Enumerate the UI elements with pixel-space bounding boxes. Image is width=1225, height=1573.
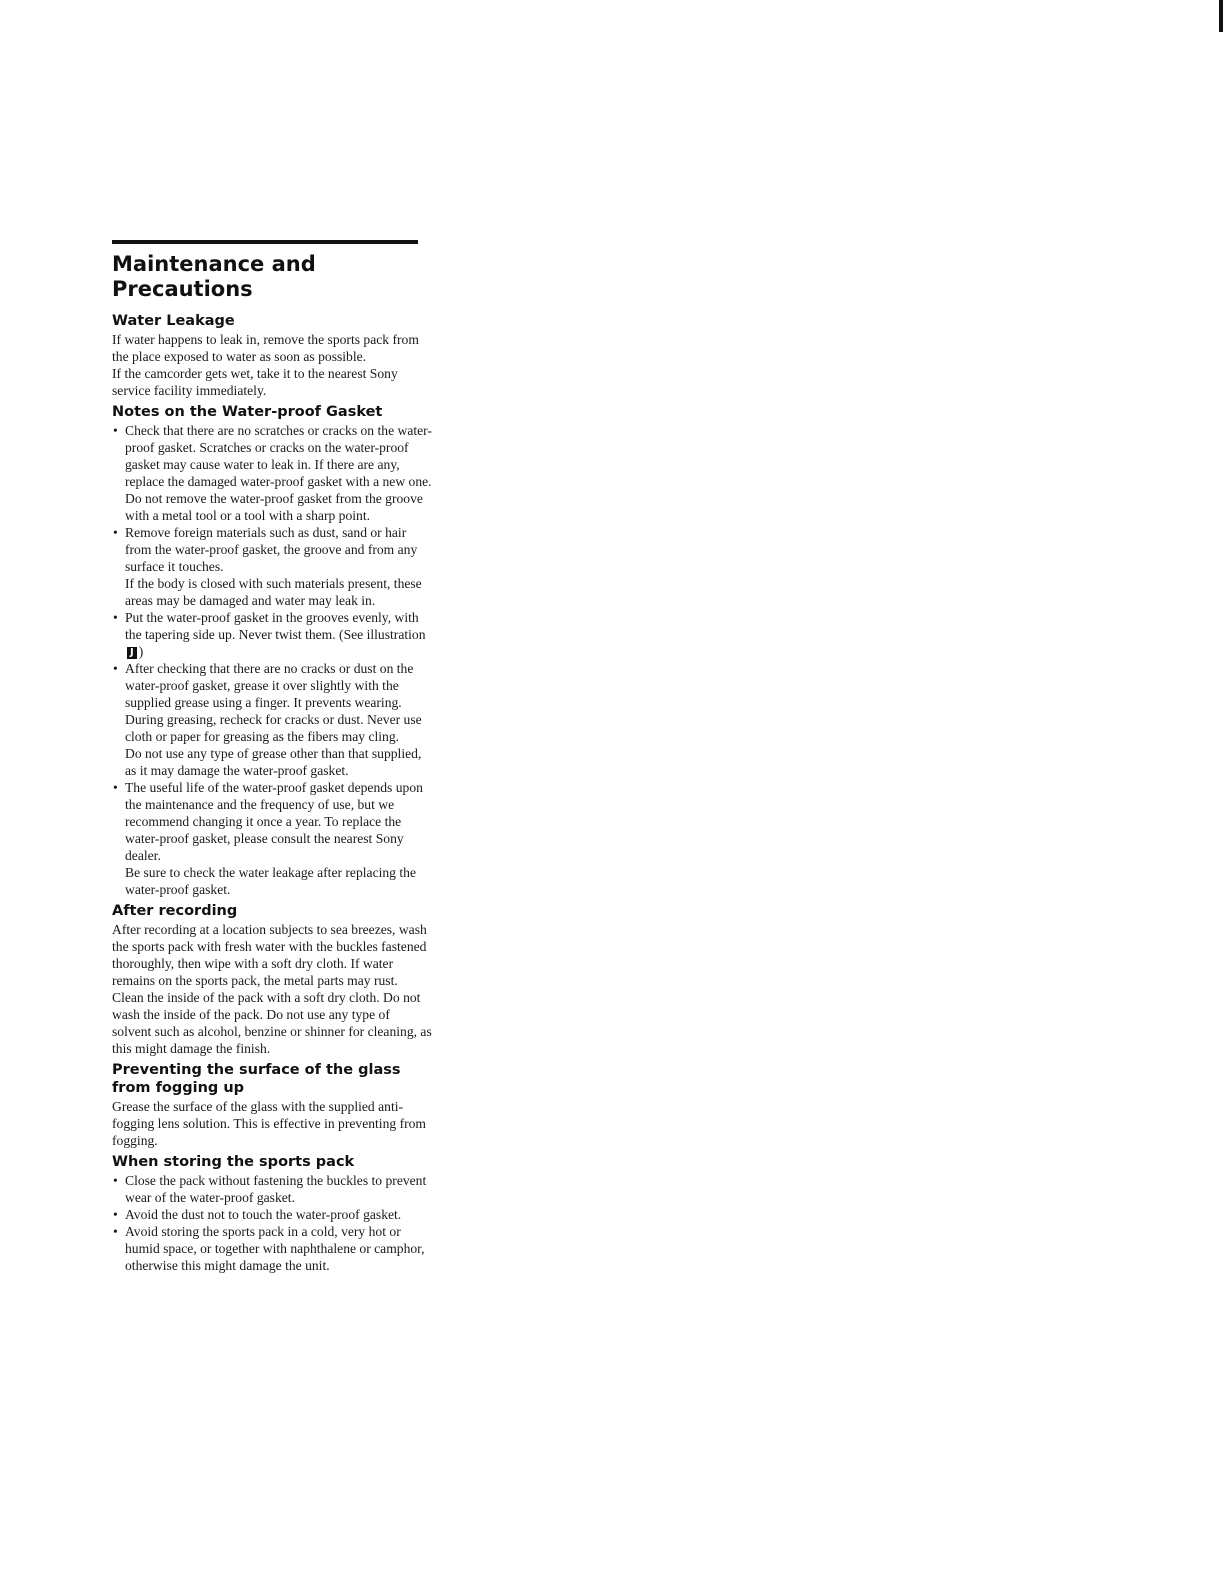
paragraph: • After checking that there are no cracks or dust on the water-proof gasket, grease it over slightly with the supplied grease using a finger. It prevents wearing. bbox=[125, 661, 414, 710]
section-fogging bbox=[112, 1061, 432, 1149]
paragraph: Clean the inside of the pack with a soft dry cloth. Do not wash the inside of the pack. Do not use any type of solvent such as alcohol, benzine or shinner for cleaning, as this might damage the finish. bbox=[112, 990, 432, 1056]
paragraph: • Check that there are no scratches or cracks on the water-proof gasket. Scratches or cracks on the water-proof gasket may cause water to leak in. If there are any, replace the damaged water-proof gasket with a new one. bbox=[125, 423, 432, 489]
paragraph: If the body is closed with such materials present, these areas may be damaged and water may leak in. bbox=[125, 576, 422, 608]
paragraph: During greasing, recheck for cracks or dust. Never use cloth or paper for greasing as the fibers may cling. bbox=[125, 712, 422, 744]
list-item bbox=[112, 1223, 432, 1274]
text-column bbox=[112, 240, 432, 1278]
paragraph: Do not remove the water-proof gasket from the groove with a metal tool or a tool with a sharp point. bbox=[125, 491, 423, 523]
paragraph: After recording at a location subjects to sea breezes, wash the sports pack with fresh water with the buckles fastened thoroughly, then wipe with a soft dry cloth. If water remains on the sports pack, the metal parts may rust. bbox=[112, 922, 427, 988]
list-item bbox=[112, 1206, 432, 1223]
paragraph: Be sure to check the water leakage after replacing the water-proof gasket. bbox=[125, 865, 416, 897]
list-item bbox=[112, 422, 432, 524]
storing-bullet-list bbox=[112, 1172, 432, 1274]
gasket-bullet-list bbox=[112, 422, 432, 898]
section-gasket-notes bbox=[112, 403, 432, 898]
text-run: ) bbox=[138, 644, 144, 659]
list-item bbox=[112, 779, 432, 898]
paragraph: If the camcorder gets wet, take it to the nearest Sony service facility immediately. bbox=[112, 366, 398, 398]
paragraph: • Avoid the dust not to touch the water-proof gasket. bbox=[125, 1207, 402, 1222]
page-title bbox=[112, 252, 432, 302]
paragraph: Do not use any type of grease other than that supplied, as it may damage the water-proof gasket. bbox=[125, 746, 422, 778]
list-item bbox=[112, 660, 432, 779]
illustration-reference: J bbox=[127, 647, 137, 659]
section-heading: Notes on the Water-proof Gasket bbox=[112, 404, 383, 420]
text-run: Put the water-proof gasket in the grooves evenly, with the tapering side up. Never twist them. (See illustration bbox=[125, 610, 426, 642]
page-title-line-2: Precautions bbox=[112, 277, 253, 301]
section-after-recording bbox=[112, 902, 432, 1057]
scan-edge-mark bbox=[1219, 0, 1223, 32]
list-item bbox=[112, 524, 432, 609]
section-storing bbox=[112, 1153, 432, 1274]
list-item bbox=[112, 609, 432, 660]
paragraph: If water happens to leak in, remove the sports pack from the place exposed to water as soon as possible. bbox=[112, 332, 419, 364]
paragraph bbox=[125, 609, 432, 660]
list-item bbox=[112, 1172, 432, 1206]
page-title-line-1: Maintenance and bbox=[112, 252, 316, 276]
paragraph: • The useful life of the water-proof gasket depends upon the maintenance and the frequency of use, but we recommend changing it once a year. To replace the water-proof gasket, please consult the nearest Sony dealer. bbox=[125, 780, 423, 863]
section-heading: When storing the sports pack bbox=[112, 1154, 355, 1170]
section-heading: Water Leakage bbox=[112, 313, 235, 329]
paragraph: • Remove foreign materials such as dust, sand or hair from the water-proof gasket, the groove and from any surface it touches. bbox=[125, 525, 418, 574]
section-heading: After recording bbox=[112, 903, 238, 919]
paragraph: • Close the pack without fastening the buckles to prevent wear of the water-proof gasket. bbox=[125, 1173, 427, 1205]
section-water-leakage bbox=[112, 312, 432, 399]
section-heading: Preventing the surface of the glass from fogging up bbox=[112, 1062, 401, 1096]
paragraph: • Avoid storing the sports pack in a cold, very hot or humid space, or together with naphthalene or camphor, otherwise this might damage the unit. bbox=[125, 1224, 425, 1273]
title-rule bbox=[112, 240, 418, 244]
paragraph: Grease the surface of the glass with the supplied anti-fogging lens solution. This is effective in preventing from fogging. bbox=[112, 1099, 426, 1148]
